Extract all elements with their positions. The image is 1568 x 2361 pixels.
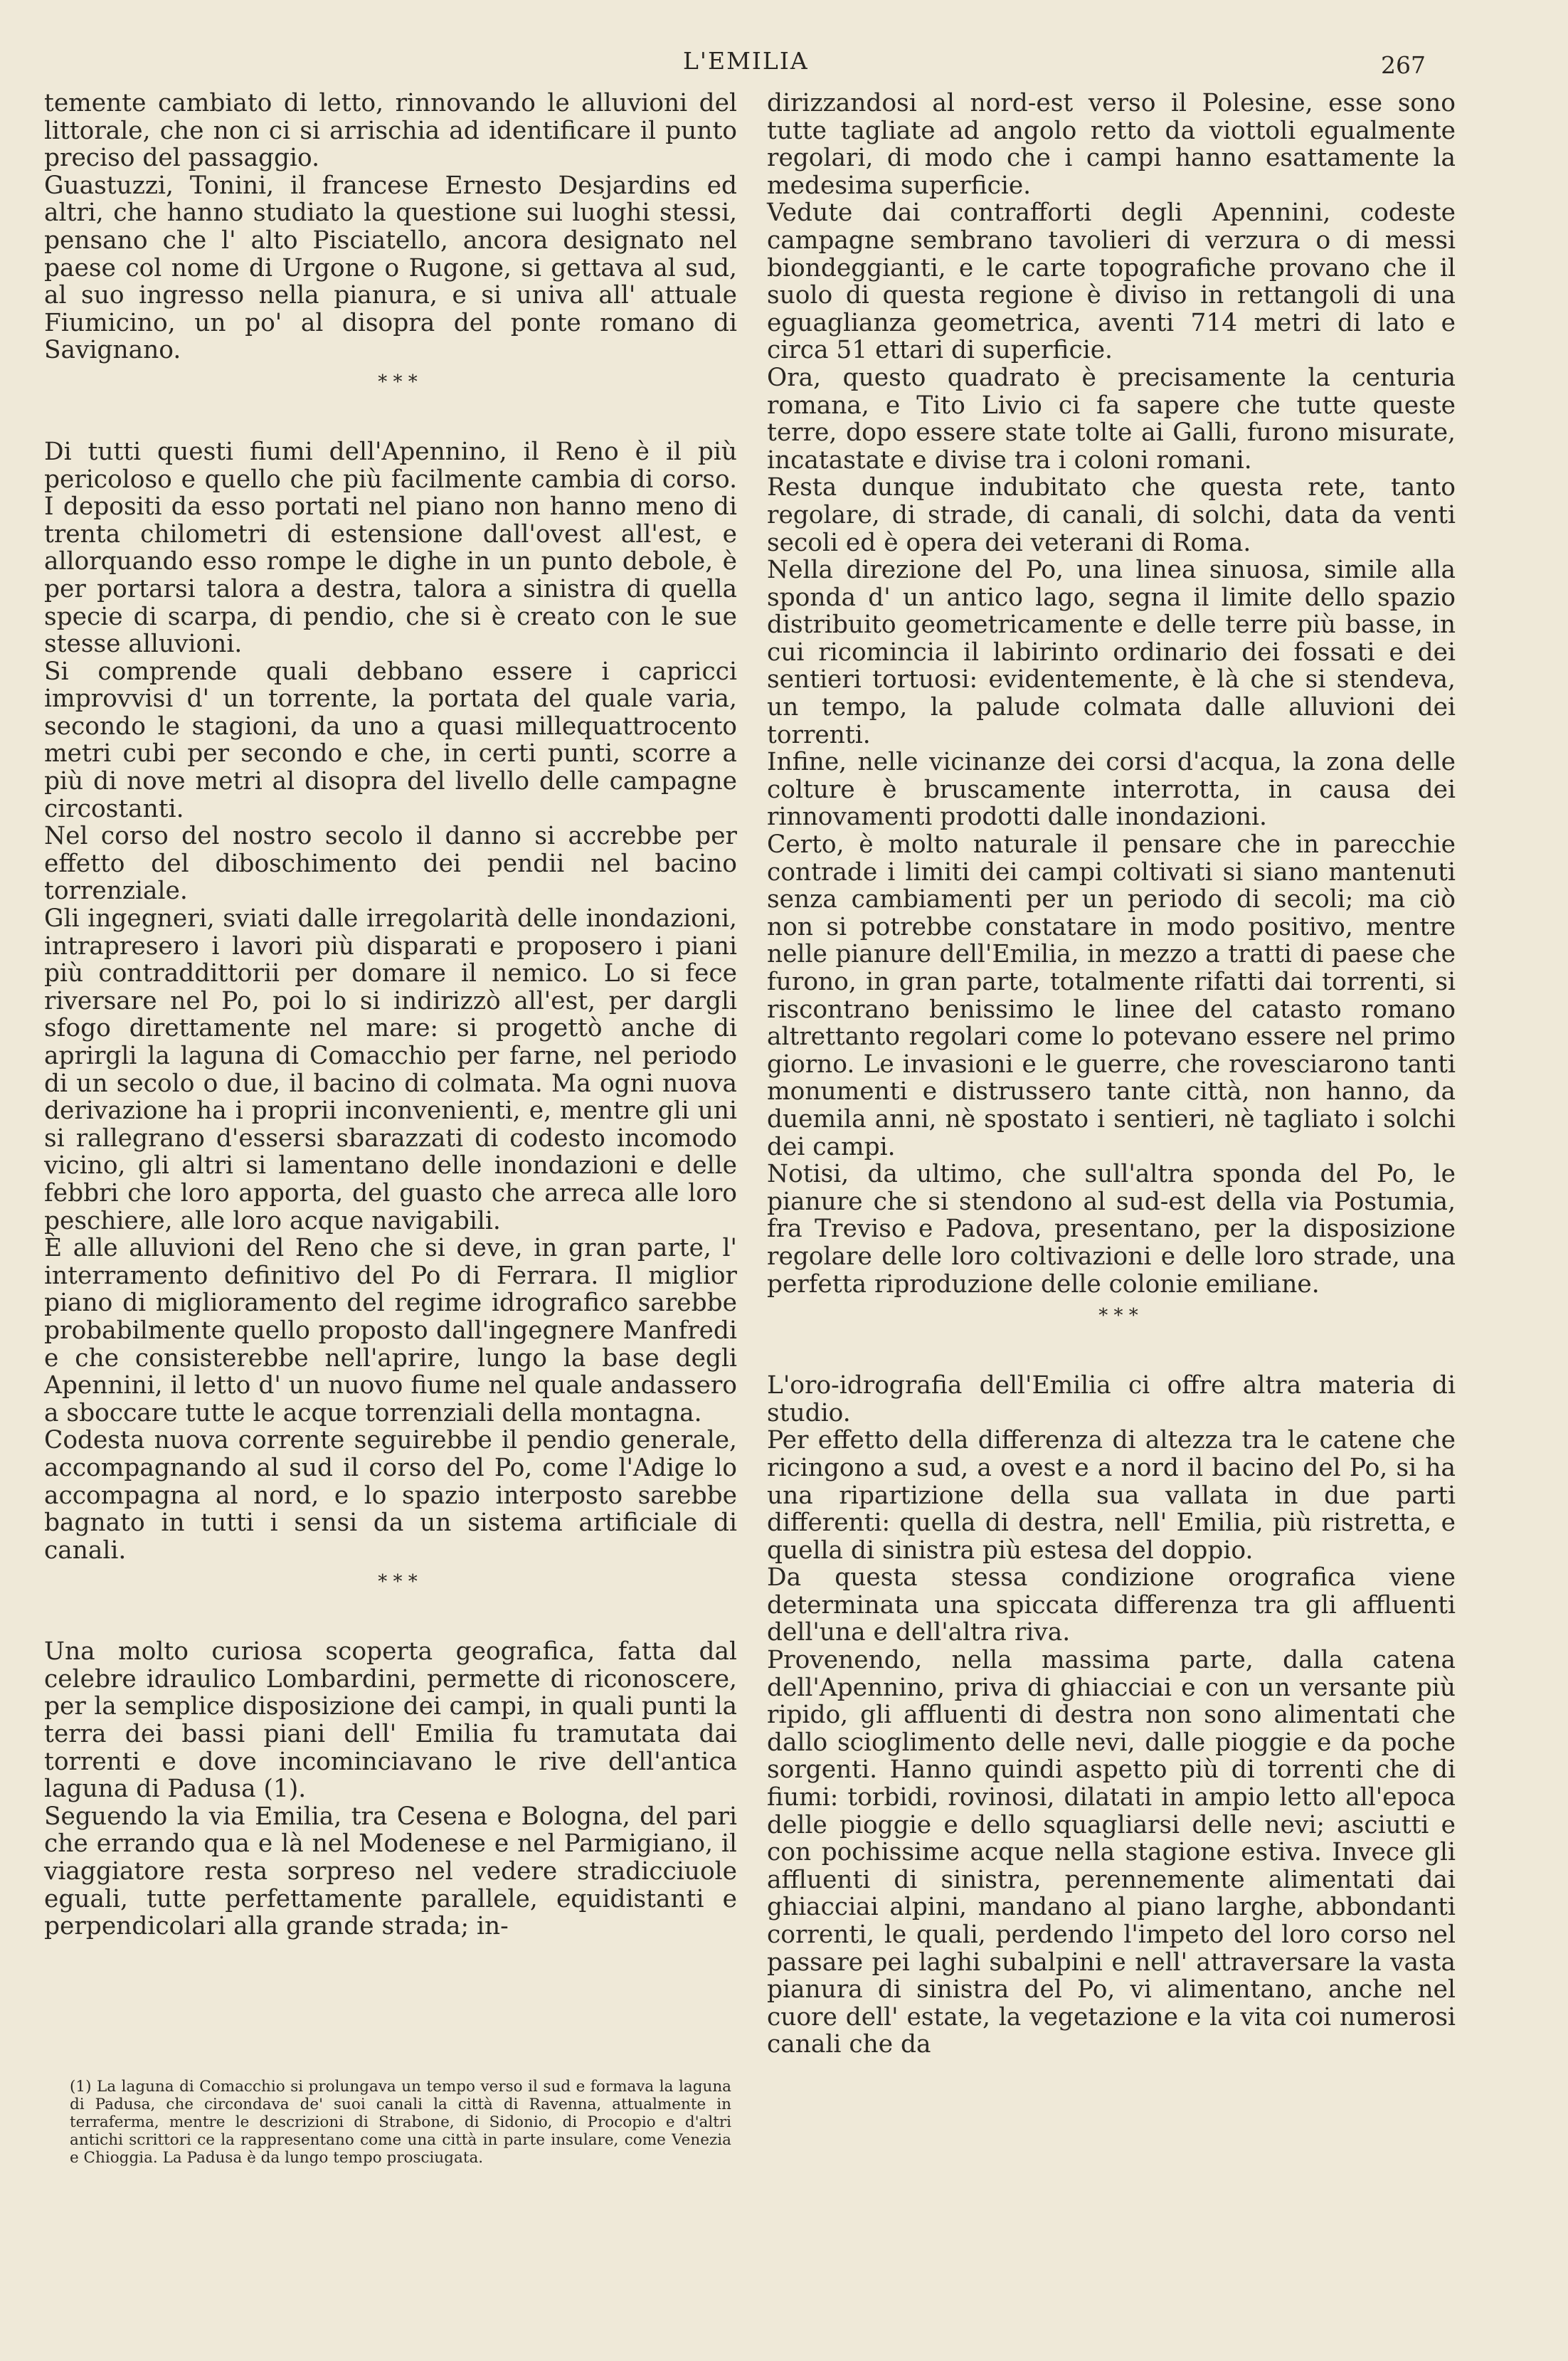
paragraph: Una molto curiosa scoperta geografica, fatta dal celebre idraulico Lombardini, permette di riconoscere, per la semplice disposizione dei campi, in quali punti la terra dei bassi piani dell' Emilia fu tramutata dai torrenti e dove incominciavano le rive dell'antica laguna di Padusa (1). [44,1637,737,1804]
paragraph: Guastuzzi, Tonini, il francese Ernesto Desjardins ed altri, che hanno studiato la questione sui luoghi stessi, pensano che l' alto Pisciatello, ancora designato nel paese col nome di Urgone o Rugone, si gettava al sud, al suo ingresso nella pianura, e si univa all' attuale Fiumicino, un po' al disopra del ponte romano di Savignano. [44,171,737,365]
paragraph: Di tutti questi fiumi dell'Apennino, il Reno è il più pericoloso e quello che più facilmente cambia di corso. I depositi da esso portati nel piano non hanno meno di trenta chilometri di estensione dall'ovest all'est, e allorquando esso rompe le dighe in un punto debole, è per portarsi talora a destra, talora a sinistra di quella specie di scarpa, di pendio, che si è creato con le sue stesse alluvioni. [44,437,737,659]
footnote-text: (1) La laguna di Comacchio si prolungava un tempo verso il sud e formava la laguna di Padusa, che circondava de' suoi canali la città di Ravenna, attualmente in terraferma, mentre le descrizioni di Strabone, di Sidonio, di Procopio e d'altri antichi scrittori ce la rappresentano come una città in parte insulare, come Venezia e Chioggia. La Padusa è da lungo tempo prosciugata. [70,2078,731,2167]
left-column [44,90,737,1940]
paragraph: Certo, è molto naturale il pensare che in parecchie contrade i limiti dei campi coltivati si siano mantenuti senza cambiamenti per un periodo di secoli; ma ciò non si potrebbe constatare in modo positivo, mentre nelle pianure dell'Emilia, in mezzo a tratti di paese che furono, in gran parte, totalmente rifatti dai torrenti, si riscontrano benissimo le linee del catasto romano altrettanto regolari come lo potevano essere nel primo giorno. Le invasioni e le guerre, che rovesciarono tanti monumenti e distrussero tante città, non hanno, da duemila anni, nè spostato i sentieri, nè tagliato i solchi dei campi. [767,830,1456,1161]
paragraph: È alle alluvioni del Reno che si deve, in gran parte, l' interramento definitivo del Po di Ferrara. Il miglior piano di miglioramento del regime idrografico sarebbe probabilmente quello proposto dall'ingegnere Manfredi e che consisterebbe nell'aprire, lungo la base degli Apennini, il letto d' un nuovo fiume nel quale andassero a sboccare tutte le acque torrenziali della montagna. [44,1234,737,1427]
paragraph: Ora, questo quadrato è precisamente la centuria romana, e Tito Livio ci fa sapere che tutte queste terre, dopo essere state tolte ai Galli, furono misurate, incatastate e divise tra i coloni romani. [767,363,1456,475]
paragraph: Codesta nuova corrente seguirebbe il pendio generale, accompagnando al sud il corso del Po, come l'Adige lo accompagna al nord, e lo spazio interposto sarebbe bagnato in tutti i sensi da un sistema artificiale di canali. [44,1426,737,1565]
paragraph: Da questa stessa condizione orografica viene determinata una spiccata differenza tra gli affluenti dell'una e dell'altra riva. [767,1563,1456,1647]
page-number: 267 [1381,51,1426,79]
paragraph: Provenendo, nella massima parte, dalla catena dell'Apennino, priva di ghiacciai e con un versante più ripido, gli affluenti di destra non sono alimentati che dallo scioglimento delle nevi, dalle pioggie e da poche sorgenti. Hanno quindi aspetto più di torrenti che di fiumi: torbidi, rovinosi, dilatati in ampio letto all'epoca delle pioggie e dello squagliarsi delle nevi; asciutti e con pochissime acque nella stagione estiva. Invece gli affluenti di sinistra, perennemente alimentati dai ghiacciai alpini, mandano al piano larghe, abbondanti correnti, le quali, perdendo l'impeto del loro corso nel passare pei laghi subalpini e nell' attraversare la vasta pianura di sinistra del Po, vi alimentano, anche nel cuore dell' estate, la vegetazione e la vita coi numerosi canali che da [767,1646,1456,2059]
paragraph: Nel corso del nostro secolo il danno si accrebbe per effetto del diboschimento dei pendii nel bacino torrenziale. [44,822,737,906]
footnote [70,2078,731,2167]
paragraph: dirizzandosi al nord-est verso il Polesine, esse sono tutte tagliate ad angolo retto da viottoli egualmente regolari, di modo che i campi hanno esattamente la medesima superficie. [767,89,1456,200]
paragraph: Vedute dai contrafforti degli Apennini, codeste campagne sembrano tavolieri di verzura o di messi biondeggianti, e le carte topografiche provano che il suolo di questa regione è diviso in rettangoli di una eguaglianza geometrica, aventi 714 metri di lato e circa 51 ettari di superficie. [767,199,1456,365]
paragraph: Nella direzione del Po, una linea sinuosa, simile alla sponda d' un antico lago, segna il limite dello spazio distribuito geometricamente e delle terre più basse, in cui ricomincia il labirinto ordinario dei fossati e dei sentieri tortuosi: evidentemente, è là che si stendeva, un tempo, la palude colmata dalle alluvioni dei torrenti. [767,556,1456,749]
page-header [0,47,1568,79]
paragraph: Resta dunque indubitato che questa rete, tanto regolare, di strade, di canali, di solchi, data da venti secoli ed è opera dei veterani di Roma. [767,473,1456,557]
paragraph: Per effetto della differenza di altezza tra le catene che ricingono a sud, a ovest e a nord il bacino del Po, si ha una ripartizione della sua vallata in due parti differenti: quella di destra, nell' Emilia, più ristretta, e quella di sinistra più estesa del doppio. [767,1426,1456,1565]
paragraph: temente cambiato di letto, rinnovando le alluvioni del littorale, che non ci si arrischia ad identificare il punto preciso del passaggio. [44,89,737,173]
running-title: L'EMILIA [683,47,809,75]
paragraph: Gli ingegneri, sviati dalle irregolarità delle inondazioni, intrapresero i lavori più disparati e proposero i piani più contraddittorii per domare il nemico. Lo si fece riversare nel Po, poi lo si indirizzò all'est, per dargli sfogo direttamente nel mare: si progettò anche di aprirgli la laguna di Comacchio per farne, nel periodo di un secolo o due, il bacino di colmata. Ma ogni nuova derivazione ha i proprii inconvenienti, e, mentre gli uni si rallegrano d'essersi sbarazzati di codesto incomodo vicino, gli altri si lamentano delle inondazioni e delle febbri che loro apporta, del guasto che arreca alle loro peschiere, alle loro acque navigabili. [44,904,737,1235]
paragraph: Seguendo la via Emilia, tra Cesena e Bologna, del pari che errando qua e là nel Modenese e nel Parmigiano, il viaggiatore resta sorpreso nel vedere stradicciuole eguali, tutte perfettamente parallele, equidistanti e perpendicolari alla grande strada; in- [44,1802,737,1941]
paragraph: Notisi, da ultimo, che sull'altra sponda del Po, le pianure che si stendono al sud-est della via Postumia, fra Treviso e Padova, presentano, per la disposizione regolare delle loro coltivazioni e delle loro strade, una perfetta riproduzione delle colonie emiliane. [767,1160,1456,1299]
right-column [767,90,1456,2059]
section-separator: * * * [1098,1305,1138,1327]
paragraph: Si comprende quali debbano essere i capricci improvvisi d' un torrente, la portata del quale varia, secondo le stagioni, da uno a quasi millequattrocento metri cubi per secondo e che, in certi punti, scorre a più di nove metri al disopra del livello delle campagne circostanti. [44,657,737,823]
paragraph: Infine, nelle vicinanze dei corsi d'acqua, la zona delle colture è bruscamente interrotta, in causa dei rinnovamenti prodotti dalle inondazioni. [767,748,1456,832]
paragraph: L'oro-idrografia dell'Emilia ci offre altra materia di studio. [767,1371,1456,1427]
section-separator: * * * [378,371,418,393]
section-separator: * * * [378,1571,418,1593]
